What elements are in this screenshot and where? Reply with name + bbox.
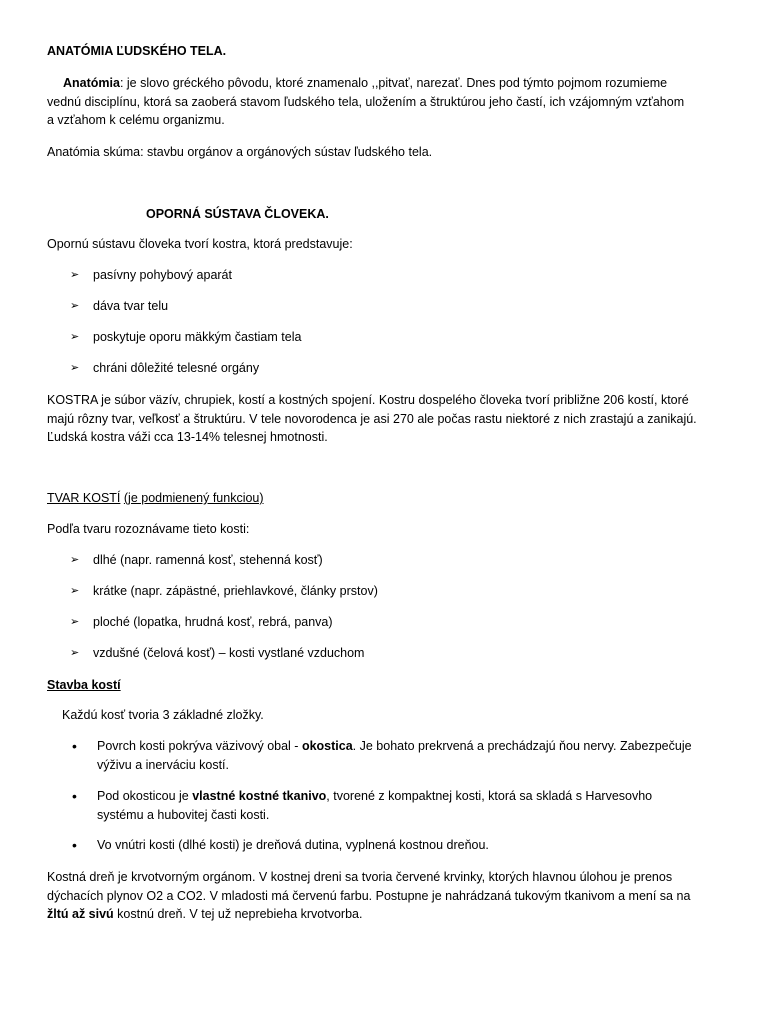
structure-heading <box>47 676 727 695</box>
kostra-paragraph <box>47 391 727 447</box>
item-text-post: , tvorené z kompaktnej kosti, ktorá sa skladá s Harvesovho <box>326 789 653 803</box>
item-text-line2: výživu a inerváciu kostí. <box>97 757 229 772</box>
list-item-text: ploché (lopatka, hrudná kosť, rebrá, panva) <box>93 615 333 629</box>
list-item-text: pasívny pohybový aparát <box>93 268 232 282</box>
list-item-text <box>97 737 707 774</box>
arrow-bullet-icon: ➢ <box>70 330 80 343</box>
list-item-text: chráni dôležité telesné orgány <box>93 361 260 375</box>
arrow-bullet-icon: ➢ <box>70 299 80 312</box>
arrow-bullet-icon: ➢ <box>70 268 80 281</box>
intro-line2: vednú disciplínu, ktorá sa zaoberá stavom ľudského tela, uložením a štruktúrou jeho častí, ich vzájomným vzťahom <box>47 94 685 109</box>
title-text: ANATÓMIA ĽUDSKÉHO TELA. <box>47 44 227 58</box>
intro-term: Anatómia <box>63 76 120 90</box>
kostra-line2: majú rôzny tvar, veľkosť a štruktúru. V tele novorodenca je asi 270 ale počas rastu niektoré z nich zrastajú a zanikajú. <box>47 411 697 426</box>
arrow-bullet-icon: ➢ <box>70 584 80 597</box>
scope-paragraph: Anatómia skúma: stavbu orgánov a orgánových sústav ľudského tela. <box>47 145 433 159</box>
document-title <box>47 42 727 61</box>
item-text-bold: vlastné kostné tkanivo <box>192 789 327 803</box>
shape-intro: Podľa tvaru rozoznávame tieto kosti: <box>47 522 250 536</box>
support-heading <box>146 205 768 224</box>
dot-bullet-icon: • <box>72 837 77 853</box>
intro-paragraph <box>47 74 727 130</box>
kostra-line3: Ľudská kostra váži cca 13-14% telesnej hmotnosti. <box>47 430 328 444</box>
arrow-bullet-icon: ➢ <box>70 361 80 374</box>
list-item-text: poskytuje oporu mäkkým častiam tela <box>93 330 302 344</box>
list-item-text: vzdušné (čelová kosť) – kosti vystlané vzduchom <box>93 646 365 660</box>
structure-heading-text: Stavba kostí <box>47 678 121 692</box>
arrow-bullet-icon: ➢ <box>70 615 80 628</box>
item-text-post: . Je bohato prekrvená a prechádzajú ňou nervy. Zabezpečuje <box>352 739 692 753</box>
list-item-text: krátke (napr. zápästné, priehlavkové, články prstov) <box>93 584 378 598</box>
item-text-pre: Povrch kosti pokrýva väzivový obal - <box>97 739 302 753</box>
intro-line3: a vzťahom k celému organizmu. <box>47 113 225 127</box>
shape-heading <box>47 489 727 508</box>
list-item-text <box>97 787 707 824</box>
item-text-pre: Pod okosticou je <box>97 789 193 803</box>
support-intro: Opornú sústavu človeka tvorí kostra, ktorá predstavuje: <box>47 237 353 251</box>
intro-rest: : je slovo gréckého pôvodu, ktoré znamenalo ,,pitvať, narezať. Dnes pod týmto pojmom rozumieme <box>119 76 668 90</box>
item-text-bold: okostica <box>301 739 353 753</box>
shape-heading-text: TVAR KOSTÍ <box>47 491 121 505</box>
dot-bullet-icon: • <box>72 788 77 804</box>
marrow-line3-bold: žltú až sivú <box>47 907 114 921</box>
support-heading-text: OPORNÁ SÚSTAVA ČLOVEKA. <box>146 207 329 221</box>
marrow-paragraph <box>47 868 727 924</box>
list-item-text: Vo vnútri kosti (dlhé kosti) je dreňová dutina, vyplnená kostnou dreňou. <box>97 838 489 852</box>
list-item-text: dáva tvar telu <box>93 299 169 313</box>
marrow-line2: dýchacích plynov O2 a CO2. V mladosti má červenú farbu. Postupne je nahrádzaná tukovým tkanivom a mení sa na <box>47 888 691 903</box>
marrow-line3-rest: kostnú dreň. V tej už neprebieha krvotvorba. <box>113 907 363 921</box>
item-text-line2: systému a hubovitej časti kosti. <box>97 807 270 822</box>
structure-intro: Každú kosť tvoria 3 základné zložky. <box>62 708 264 722</box>
arrow-bullet-icon: ➢ <box>70 553 80 566</box>
list-item-text: dlhé (napr. ramenná kosť, stehenná kosť) <box>93 553 323 567</box>
shape-heading-note: (je podmienený funkciou) <box>123 491 264 505</box>
arrow-bullet-icon: ➢ <box>70 646 80 659</box>
dot-bullet-icon: • <box>72 738 77 754</box>
marrow-line1: Kostná dreň je krvotvorným orgánom. V kostnej dreni sa tvoria červené krvinky, ktorých hlavnou úlohou je prenos <box>47 870 673 884</box>
kostra-line1: KOSTRA je súbor väzív, chrupiek, kostí a kostných spojení. Kostru dospelého človeka tvorí približne 206 kostí, ktoré <box>47 393 689 407</box>
